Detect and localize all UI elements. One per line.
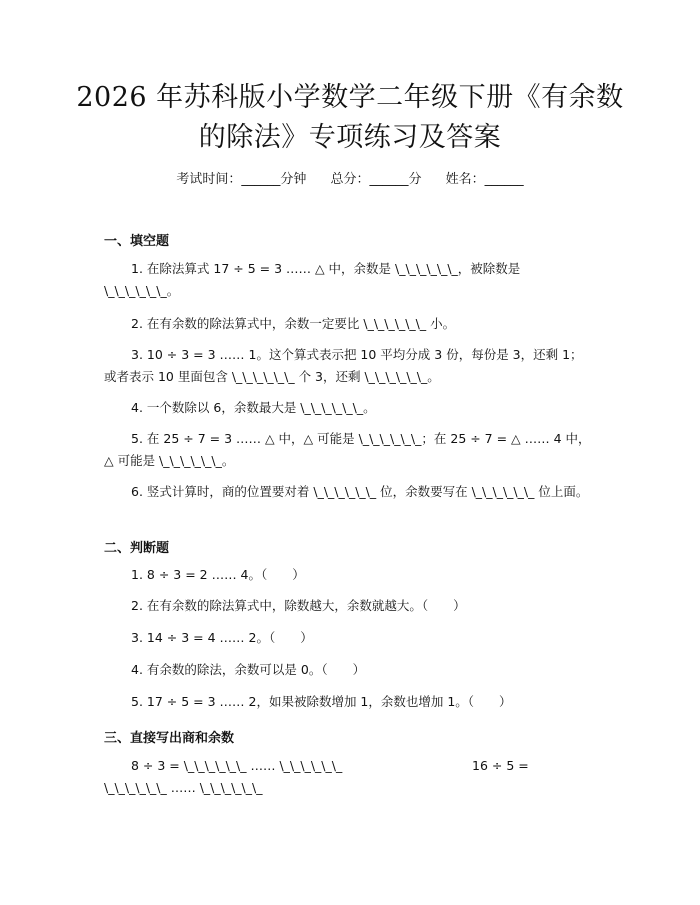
document-title [60, 78, 640, 158]
section-true-false: 二、判断题 [104, 541, 170, 556]
section-direct-answer: 三、直接写出商和余数 [104, 731, 235, 746]
judge-question-4: 4. 有余数的除法，余数可以是 0。（ ） [131, 662, 366, 677]
fill-question-3: 3. 10 ÷ 3 = 3 …… 1。这个算式表示把 10 平均分成 3 份，每份是 3，还剩 1；或者表示 10 里面包含 \_\_\_\_\_\_ 个 3，还剩 \_\_\_\_\_\_。 [104, 347, 583, 384]
direct-question-2-blanks: \_\_\_\_\_\_ …… \_\_\_\_\_\_ [104, 780, 263, 795]
fill-question-6: 6. 竖式计算时，商的位置要对着 \_\_\_\_\_\_ 位，余数要写在 \_\_\_\_\_\_ 位上面。 [131, 484, 589, 499]
exam-meta [0, 168, 700, 187]
section-fill-blank: 一、填空题 [104, 234, 170, 249]
direct-question-1: 8 ÷ 3 = \_\_\_\_\_\_ …… \_\_\_\_\_\_ [131, 758, 343, 773]
fill-question-2: 2. 在有余数的除法算式中，余数一定要比 \_\_\_\_\_\_ 小。 [131, 316, 456, 331]
judge-question-5: 5. 17 ÷ 5 = 3 …… 2，如果被除数增加 1，余数也增加 1。（ ） [131, 694, 512, 709]
total-score: 总分：______分 [330, 172, 422, 187]
judge-question-1: 1. 8 ÷ 3 = 2 …… 4。（ ） [131, 567, 305, 582]
title-line-2: 的除法》专项练习及答案 [198, 122, 502, 153]
direct-question-2: 16 ÷ 5 = [472, 758, 529, 773]
title-line-1: 2026 年苏科版小学数学二年级下册《有余数 [76, 82, 624, 113]
judge-question-3: 3. 14 ÷ 3 = 4 …… 2。（ ） [131, 630, 313, 645]
student-name: 姓名：______ [445, 172, 524, 187]
fill-question-1: 1. 在除法算式 17 ÷ 5 = 3 …… △ 中，余数是 \_\_\_\_\_\_，被除数是 \_\_\_\_\_\_。 [104, 261, 521, 298]
fill-question-5: 5. 在 25 ÷ 7 = 3 …… △ 中，△ 可能是 \_\_\_\_\_\_；在 25 ÷ 7 = △ …… 4 中，△ 可能是 \_\_\_\_\_\_。 [104, 431, 591, 468]
exam-time: 考试时间：______分钟 [176, 172, 307, 187]
judge-question-2: 2. 在有余数的除法算式中，除数越大，余数就越大。（ ） [131, 598, 466, 613]
fill-question-4: 4. 一个数除以 6，余数最大是 \_\_\_\_\_\_。 [131, 400, 376, 415]
